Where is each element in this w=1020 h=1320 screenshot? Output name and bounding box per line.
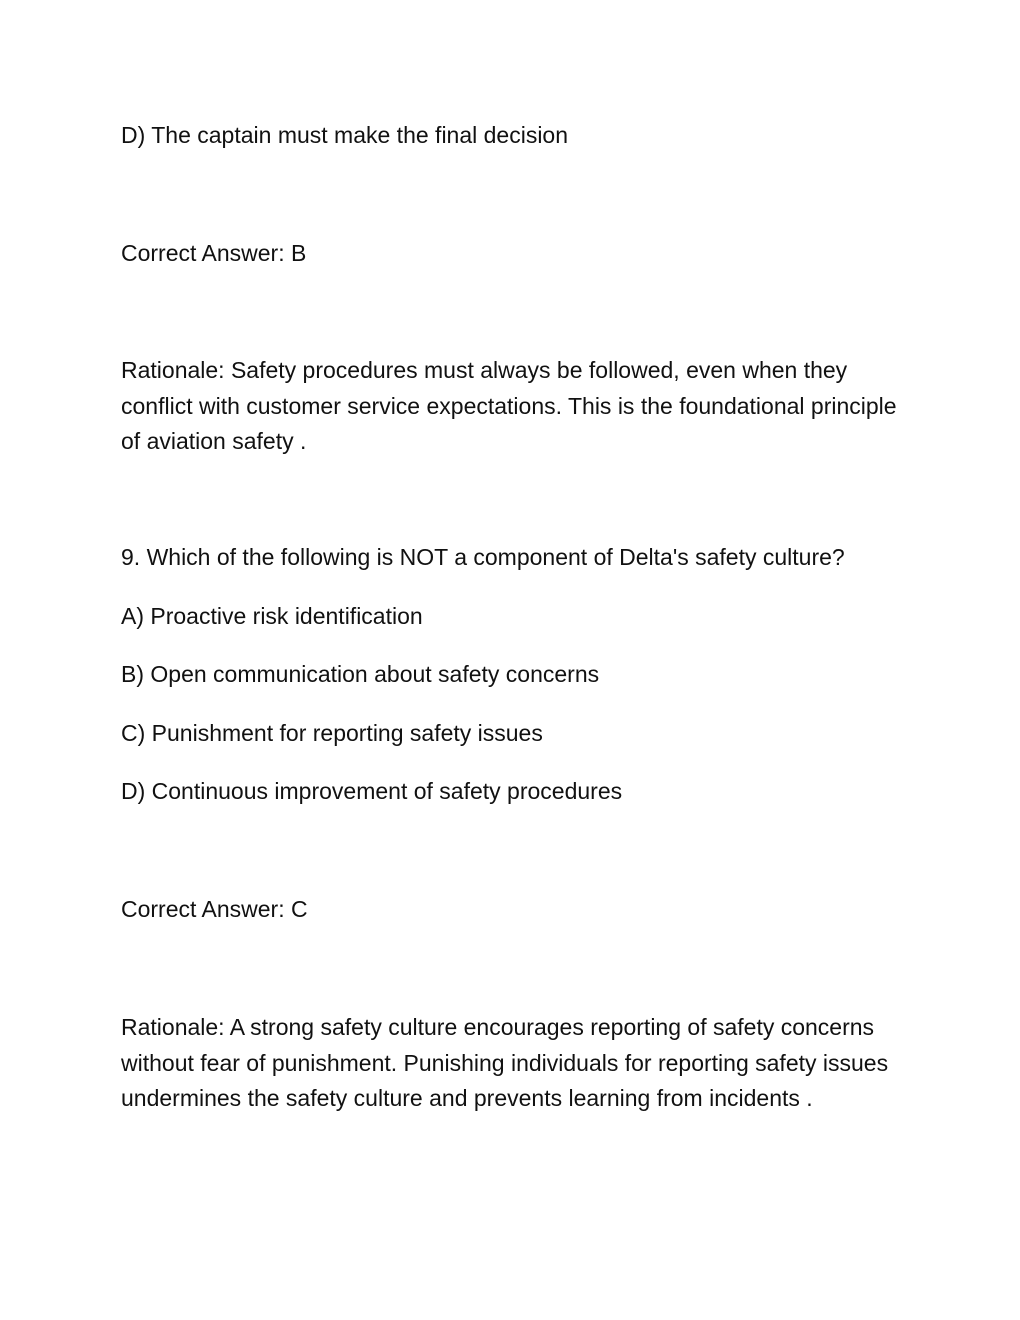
question-9-option-c: C) Punishment for reporting safety issues (121, 720, 543, 746)
question-9-rationale: Rationale: A strong safety culture encourages reporting of safety concerns without fear of punishment. Punishing individuals for reporting safety issues undermines the safety culture and prevents learning from incidents . (121, 1014, 889, 1111)
previous-question-rationale: Rationale: Safety procedures must always be followed, even when they conflict with customer service expectations. This is the foundational principle of aviation safety . (121, 357, 897, 454)
question-9-correct-answer: Correct Answer: C (121, 896, 308, 922)
question-9-text: 9. Which of the following is NOT a component of Delta's safety culture? (121, 544, 845, 570)
question-9-option-b: B) Open communication about safety concerns (121, 661, 600, 687)
previous-question-option-d: D) The captain must make the final decision (121, 122, 569, 148)
previous-question-correct-answer: Correct Answer: B (121, 240, 307, 266)
question-9-option-a: A) Proactive risk identification (121, 603, 423, 629)
question-9-option-d: D) Continuous improvement of safety procedures (121, 778, 623, 804)
